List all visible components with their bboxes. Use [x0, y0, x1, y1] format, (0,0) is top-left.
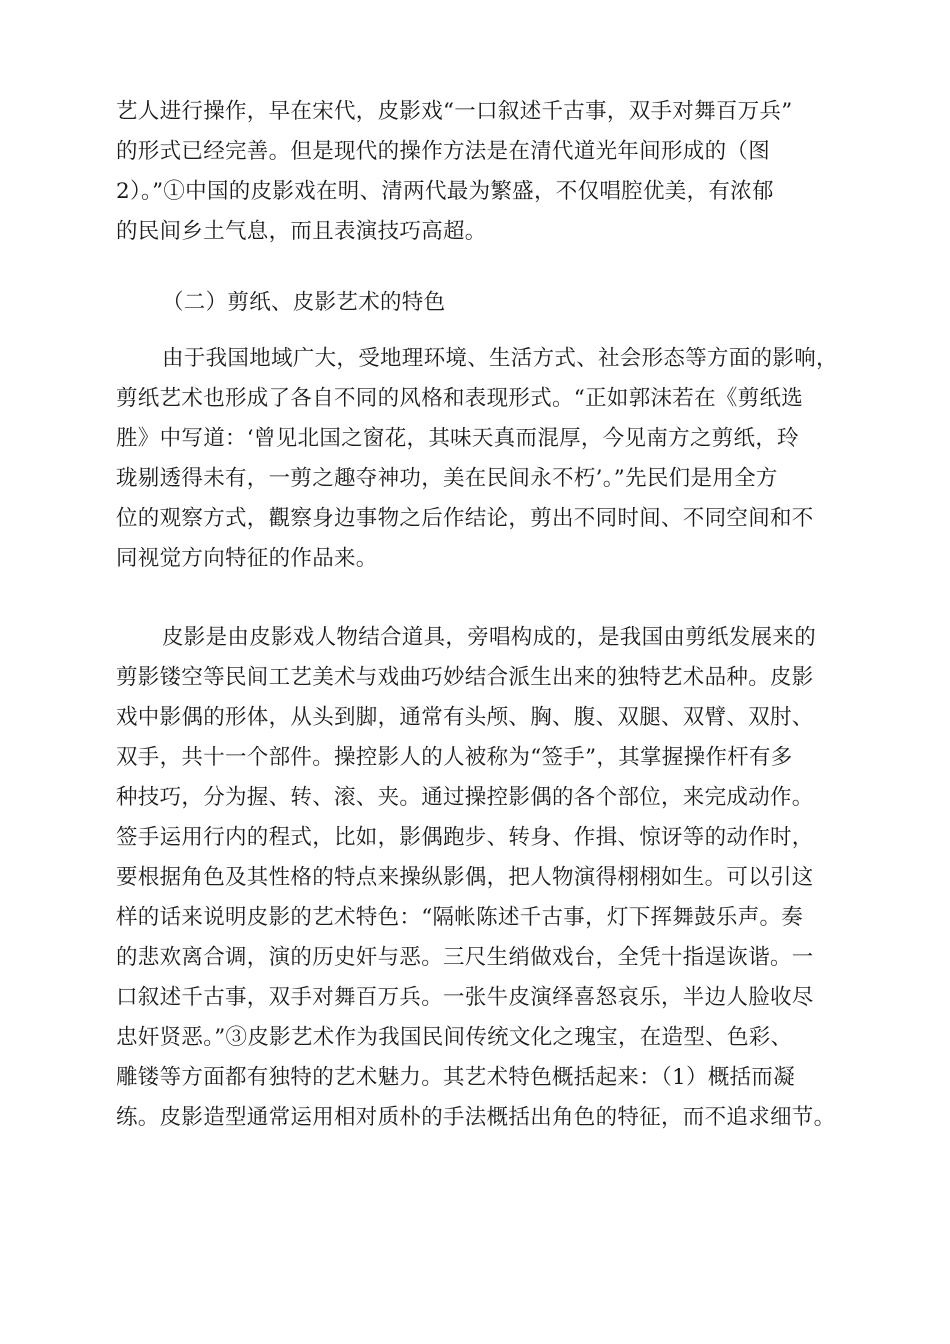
text-line: 由于我国地域广大，受地理环境、生活方式、社会形态等方面的影响， [162, 346, 838, 371]
text-line: 皮影是由皮影戏人物结合道具，旁唱构成的，是我国由剪纸发展来的 [162, 625, 817, 650]
text-line: 口叙述千古事，双手对舞百万兵。一张牛皮演绎喜怒哀乐，半边人脸收尽 [116, 985, 814, 1010]
text-line: 种技巧，分为握、转、滚、夹。通过操控影偶的各个部位，来完成动作。 [116, 785, 814, 810]
text-line: 雕镂等方面都有独特的艺术魅力。其艺术特色概括起来：（1）概括而凝 [116, 1065, 796, 1090]
text-line: 剪影镂空等民间工艺美术与戏曲巧妙结合派生出来的独特艺术品种。皮影 [116, 665, 814, 690]
paragraph-2 [116, 339, 856, 579]
section-heading-text: （二）剪纸、皮影艺术的特色 [162, 290, 446, 315]
text-line: 的悲欢离合调，演的历史奸与恶。三尺生绡做戏台，全凭十指逞诙谐。一 [116, 945, 814, 970]
text-line: 要根据角色及其性格的特点来操纵影偶，把人物演得栩栩如生。可以引这 [116, 865, 814, 890]
text-line: 戏中影偶的形体，从头到脚，通常有头颅、胸、腹、双腿、双臂、双肘、 [116, 705, 814, 730]
text-line: 双手，共十一个部件。操控影人的人被称为“签手”，其掌握操作杆有多 [116, 745, 793, 770]
text-line: 忠奸贤恶。”③皮影艺术作为我国民间传统文化之瑰宝，在造型、色彩、 [116, 1025, 793, 1050]
text-line: 的民间乡土气息，而且表演技巧高超。 [116, 219, 487, 244]
paragraph-1 [116, 92, 856, 252]
text-line: 胜》中写道：‘曾见北国之窗花，其味天真而混厚，今见南方之剪纸，玲 [116, 426, 799, 451]
text-line: 艺人进行操作，早在宋代，皮影戏“一口叙述千古事，双手对舞百万兵” [116, 99, 793, 124]
text-line: 签手运用行内的程式，比如，影偶跑步、转身、作揖、惊讶等的动作时， [116, 825, 814, 850]
text-line: 珑剔透得未有，一剪之趣夺神功，美在民间永不朽’。”先民们是用全方 [116, 466, 778, 491]
text-line: 样的话来说明皮影的艺术特色：“隔帐陈述千古事，灯下挥舞鼓乐声。奏 [116, 905, 804, 930]
text-line: 剪纸艺术也形成了各自不同的风格和表现形式。“正如郭沫若在《剪纸选 [116, 386, 804, 411]
text-line: 练。皮影造型通常运用相对质朴的手法概括出角色的特征，而不追求细节。 [116, 1105, 836, 1130]
text-line: 同视觉方向特征的作品来。 [116, 546, 378, 571]
text-line: 2）。”①中国的皮影戏在明、清两代最为繁盛，不仅唱腔优美，有浓郁 [116, 179, 774, 204]
paragraph-3 [116, 618, 856, 1138]
section-heading [116, 283, 856, 323]
text-line: 的形式已经完善。但是现代的操作方法是在清代道光年间形成的（图 [116, 139, 771, 164]
text-line: 位的观察方式，觀察身边事物之后作结论，剪出不同时间、不同空间和不 [116, 506, 814, 531]
